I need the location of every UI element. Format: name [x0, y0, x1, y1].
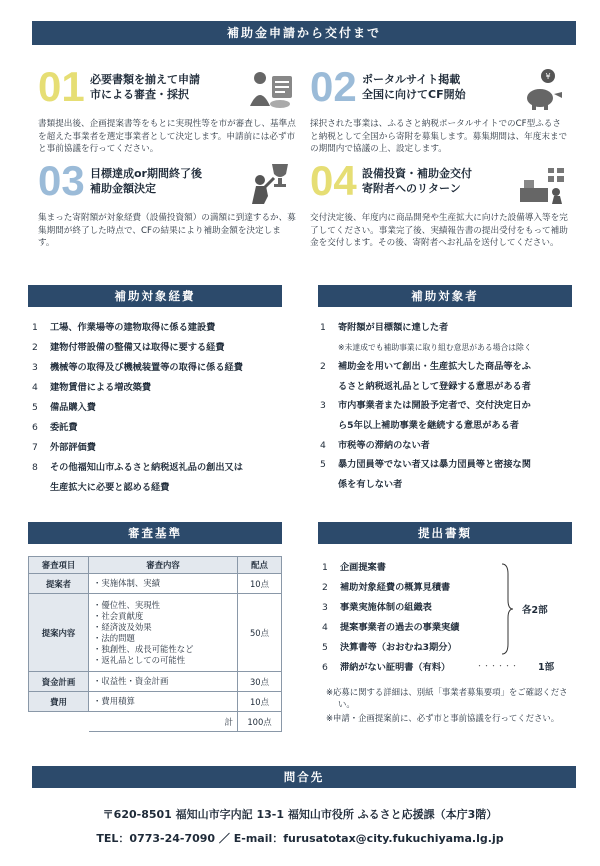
- step-01: [38, 63, 296, 166]
- flow-heading: 補助金申請から交付まで: [32, 21, 576, 45]
- list-item: 2 建物付帯設備の整備又は取得に要する経費: [32, 342, 225, 353]
- list-item: 5 備品購入費: [32, 402, 96, 413]
- step-number: 02: [310, 63, 357, 110]
- step-number: 04: [310, 157, 357, 204]
- list-item: 5 決算書等（おおむね3期分）: [322, 642, 457, 653]
- list-item: ら5年以上補助事業を継続する意思がある者: [338, 419, 519, 431]
- step-title: 設備投資・補助金交付 寄附者へのリターン: [362, 167, 472, 195]
- list-item: 生産拡大に必要と認める経費: [50, 482, 170, 493]
- group-copies: 各2部: [522, 605, 548, 616]
- documents-notes: [326, 686, 574, 724]
- expenses-list: [30, 318, 300, 498]
- list-item: 4 建物賃借による増改築費: [32, 382, 152, 393]
- criteria-heading: 審査基準: [28, 522, 282, 544]
- step-title: 目標達成or期間終了後 補助金額決定: [90, 167, 202, 195]
- criteria-table: [28, 556, 282, 732]
- list-item: 7 外部評価費: [32, 442, 96, 453]
- step-description: 書類提出後、企画提案書等をもとに実現性等を市が審査し、基準点を超えた事業者を選定事業者として決定します。申請前には必ず市と事前協議を行ってください。: [38, 119, 296, 155]
- step-description: 集まった寄附額が対象経費（設備投資額）の満額に到達するか、募集期間が終了した時点で、CFの結果により補助金額を決定します。: [38, 213, 296, 249]
- gift-return-icon: [518, 160, 568, 206]
- note: ※応募に関する詳細は、別紙「事業者募集要項」をご確認ください。: [326, 687, 568, 709]
- step-description: 交付決定後、年度内に商品開発や生産拡大に向けた設備導入等を完了してください。事業完了後、実績報告書の提出受付をもって補助金を交付します。その後、寄附者へお礼品を送付してください。: [310, 213, 568, 249]
- table-row: 提案者 ・実施体制、実績 10点: [29, 574, 282, 594]
- trophy-icon: [246, 160, 296, 206]
- table-header-row: [29, 557, 282, 574]
- list-item: 1 工場、作業場等の建物取得に係る建設費: [32, 322, 216, 333]
- list-item: 6 滞納がない証明書（有料）: [322, 662, 451, 673]
- column-header: 審査項目: [29, 557, 89, 574]
- table-row: 提案内容 ・優位性、実現性 ・社会貢献度 ・経済波及効果 ・法的問題 ・独創性、成長可能性など ・返礼品としての可能性 50点: [29, 594, 282, 672]
- step-description: 採択された事業は、ふるさと納税ポータルサイトでのCF型ふるさと納税として全国から寄附を募集します。募集期間は、年度末までの期間内で協議の上、設定します。: [310, 119, 568, 155]
- step-title: 必要書類を揃えて申請 市による審査・採択: [90, 73, 200, 101]
- single-copies: 1部: [538, 662, 555, 673]
- total-points: 100点: [238, 712, 282, 732]
- list-item: 3 機械等の取得及び機械装置等の取得に係る経費: [32, 362, 243, 373]
- contact-heading: 問合先: [32, 766, 576, 788]
- piggy-bank-icon: [518, 66, 568, 112]
- list-item: 2 補助金を用いて創出・生産拡大した商品等をふ: [320, 361, 531, 373]
- column-header: 審査内容: [89, 557, 238, 574]
- list-item: 3 事業実施体制の組織表: [322, 602, 432, 613]
- svg-text:¥: ¥: [545, 72, 551, 81]
- list-item: 4 市税等の滞納のない者: [320, 439, 430, 451]
- document-stamp-icon: [246, 66, 296, 112]
- list-item: 3 市内事業者または開設予定者で、交付決定日か: [320, 400, 531, 412]
- step-04: [310, 157, 568, 260]
- dots-leader: ・・・・・・: [476, 662, 518, 670]
- documents-list: [320, 558, 520, 678]
- column-header: 配点: [238, 557, 282, 574]
- contact-address: 〒620-8501 福知山市字内記 13-1 福知山市役所 ふるさと応援課（本庁3階）: [102, 808, 498, 821]
- list-item: るさと納税返礼品として登録する意思がある者: [338, 380, 531, 392]
- total-label: 計: [89, 712, 238, 732]
- list-item: 係を有しない者: [338, 478, 403, 490]
- list-item: 8 その他福知山市ふるさと納税返礼品の創出又は: [32, 462, 243, 473]
- step-number: 01: [38, 63, 85, 110]
- step-02: [310, 63, 568, 166]
- list-item: 1 企画提案書: [322, 562, 386, 573]
- step-number: 03: [38, 157, 85, 204]
- step-title: ポータルサイト掲載 全国に向けてCF開始: [362, 73, 466, 101]
- table-row: 費用 ・費用積算 10点: [29, 692, 282, 712]
- list-item: 4 提案事業者の過去の事業実績: [322, 622, 460, 633]
- note: ※申請・企画提案前に、必ず市と事前協議を行ってください。: [326, 713, 560, 723]
- list-item: 2 補助対象経費の概算見積書: [322, 582, 451, 593]
- brace-icon: [500, 562, 514, 656]
- documents-heading: 提出書類: [318, 522, 572, 544]
- list-item: 1 寄附額が目標額に達した者: [320, 322, 449, 333]
- eligible-heading: 補助対象者: [318, 285, 572, 307]
- list-item: 5 暴力団員等でない者又は暴力団員等と密接な関: [320, 459, 531, 471]
- list-item: 6 委託費: [32, 422, 78, 433]
- contact-phone-email: TEL：0773-24-7090 ／ E-mail：furusatotax@city.fukuchiyama.lg.jp: [96, 832, 504, 845]
- list-item-note: ※未達成でも補助事業に取り組む意思がある場合は除く: [338, 342, 532, 352]
- table-row: 資金計画 ・収益性・資金計画 30点: [29, 672, 282, 692]
- eligible-list: [318, 318, 580, 494]
- step-03: [38, 157, 296, 260]
- table-total-row: [29, 712, 282, 732]
- expenses-heading: 補助対象経費: [28, 285, 282, 307]
